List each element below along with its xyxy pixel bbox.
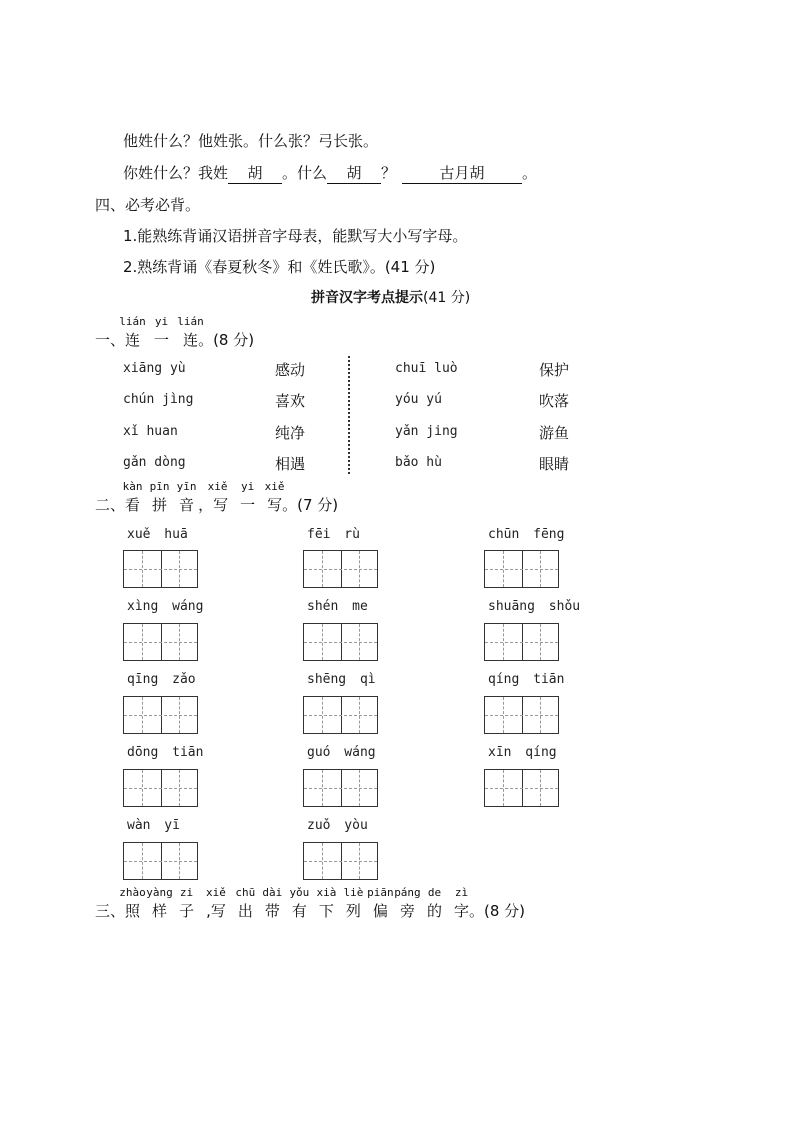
part2-char (149, 480, 170, 515)
right-word: 游鱼 (539, 424, 570, 442)
part3-char-text: ,写 (206, 902, 226, 920)
intro-line-2-e: ？ (381, 164, 397, 182)
writing-grid[interactable] (484, 696, 559, 734)
answer-blank-1: 胡 (228, 162, 282, 184)
part3-char-text: 有 (291, 902, 307, 920)
page-title (311, 287, 470, 307)
part1-char-text: 连 (125, 331, 141, 349)
part2-char-text: 看 (125, 496, 141, 514)
part2-heading (95, 480, 339, 515)
part3-char (146, 886, 173, 921)
part1-pinyin: lián (119, 315, 146, 328)
left-word: 纯净 (275, 424, 306, 442)
part3-char-text: 字 (453, 902, 469, 920)
grid-pinyin-label: shēng qì (307, 672, 376, 687)
grid-pinyin-label: guó wáng (307, 745, 376, 760)
writing-grid[interactable] (123, 769, 198, 807)
part1-char (119, 315, 146, 350)
part3-char (453, 886, 469, 921)
grid-guide (124, 569, 197, 570)
part3-char-text: 样 (152, 902, 168, 920)
grid-guide (304, 788, 377, 789)
part3-pinyin: liè (343, 886, 364, 899)
part1-char (177, 315, 204, 350)
part3-end: 。(8 分) (468, 902, 526, 920)
part2-pinyin: pīn (149, 480, 170, 493)
section4-heading: 四、必考必背。 (95, 196, 201, 214)
part3-char-text: 出 (237, 902, 253, 920)
left-word: 相遇 (275, 455, 306, 473)
writing-grid[interactable] (484, 550, 559, 588)
part1-heading (95, 315, 255, 350)
part2-char-text: 一 (240, 496, 256, 514)
writing-grid[interactable] (123, 550, 198, 588)
writing-grid[interactable] (303, 842, 378, 880)
part2-pinyin: yi (240, 480, 255, 493)
grid-guide (304, 569, 377, 570)
intro-line-1: 他姓什么？他姓张。什么张？弓长张。 (123, 132, 379, 150)
grid-guide (124, 861, 197, 862)
part3-pinyin: zi (179, 886, 194, 899)
grid-guide (485, 788, 558, 789)
part2-char-text: 拼 (152, 496, 168, 514)
part3-char-text: 旁 (399, 902, 415, 920)
part3-pinyin: piān (367, 886, 394, 899)
part1-pinyin: lián (177, 315, 204, 328)
grid-pinyin-label: xīn qíng (488, 745, 557, 760)
part3-pinyin: páng (394, 886, 421, 899)
grid-pinyin-label: shuāng shǒu (488, 599, 581, 614)
part3-pinyin: xiě (206, 886, 226, 899)
writing-grid[interactable] (303, 769, 378, 807)
part3-char-text: 下 (318, 902, 334, 920)
intro-line-2-a: 你姓什么？我姓 (123, 164, 229, 182)
left-word: 感动 (275, 361, 306, 379)
part2-char (198, 480, 229, 515)
part1-num: 一、 (95, 331, 126, 349)
part2-pinyin: xiě (264, 480, 285, 493)
right-pinyin: bǎo hù (395, 455, 442, 470)
part2-char (240, 480, 256, 515)
part3-pinyin: yàng (146, 886, 173, 899)
part3-chars (119, 886, 469, 920)
part2-pinyin: xiě (207, 480, 228, 493)
grid-pinyin-label: shén me (307, 599, 368, 614)
part3-pinyin: xià (316, 886, 337, 899)
right-pinyin: yóu yú (395, 392, 442, 407)
part1-char-text: 一 (154, 331, 170, 349)
part3-pinyin: de (427, 886, 442, 899)
part3-pinyin: zhào (119, 886, 146, 899)
part2-end: 。(7 分) (282, 496, 339, 514)
grid-guide (485, 642, 558, 643)
title-score: (41 分) (423, 290, 471, 306)
intro-line-2-g: 。 (522, 164, 538, 182)
title-main: 拼音汉字考点提示 (311, 290, 423, 306)
part3-char-text: 子 (179, 902, 195, 920)
part2-char (122, 480, 143, 515)
right-pinyin: chuī luò (395, 361, 458, 376)
part3-char-text: 照 (125, 902, 141, 920)
writing-grid[interactable] (484, 769, 559, 807)
intro-line-2-c: 。什么 (282, 164, 328, 182)
part2-char-text: 写 (267, 496, 283, 514)
grid-pinyin-label: xuě huā (127, 527, 188, 542)
part1-pinyin: yi (154, 315, 169, 328)
grid-guide (124, 642, 197, 643)
part2-char (176, 480, 197, 515)
part3-char (262, 886, 283, 921)
grid-pinyin-label: fēi rù (307, 527, 360, 542)
right-pinyin: yǎn jing (395, 424, 458, 439)
part1-char (154, 315, 170, 350)
part3-char (426, 886, 442, 921)
grid-pinyin-label: zuǒ yòu (307, 818, 368, 833)
part2-num: 二、 (95, 496, 126, 514)
part3-heading (95, 886, 526, 921)
left-pinyin: chún jìng (123, 392, 194, 407)
part3-num: 三、 (95, 902, 126, 920)
part3-char (343, 886, 364, 921)
right-word: 保护 (539, 361, 570, 379)
part2-char-text: 音 (179, 496, 195, 514)
part3-char (179, 886, 195, 921)
right-word: 眼睛 (539, 455, 570, 473)
writing-grid[interactable] (303, 623, 378, 661)
grid-pinyin-label: qíng tiān (488, 672, 565, 687)
intro-line-2 (123, 162, 537, 184)
writing-grid[interactable] (303, 696, 378, 734)
part3-char (394, 886, 421, 921)
answer-blank-3: 古月胡 (402, 162, 522, 184)
grid-pinyin-label: xìng wáng (127, 599, 204, 614)
writing-grid[interactable] (123, 842, 198, 880)
grid-guide (304, 715, 377, 716)
writing-grid[interactable] (123, 696, 198, 734)
part1-end: 。(8 分) (198, 331, 255, 349)
grid-pinyin-label: chūn fēng (488, 527, 565, 542)
part3-char (235, 886, 256, 921)
part3-char-text: 的 (426, 902, 442, 920)
part3-pinyin: chū (235, 886, 256, 899)
part3-pinyin: yǒu (289, 886, 310, 899)
part3-pinyin: zì (454, 886, 469, 899)
part3-char-text: 偏 (372, 902, 388, 920)
right-word: 吹落 (539, 392, 570, 410)
part2-char (264, 480, 285, 515)
section4-item-2: 2.熟练背诵《春夏秋冬》和《姓氏歌》。(41 分) (123, 258, 436, 276)
grid-pinyin-label: qīng zǎo (127, 672, 196, 687)
writing-grid[interactable] (484, 623, 559, 661)
part2-pinyin: yīn (176, 480, 197, 493)
part1-char-text: 连 (183, 331, 199, 349)
writing-grid[interactable] (123, 623, 198, 661)
grid-guide (304, 642, 377, 643)
part3-char (289, 886, 310, 921)
part3-char (316, 886, 337, 921)
part3-char-text: 列 (345, 902, 361, 920)
left-pinyin: xiāng yù (123, 361, 186, 376)
left-pinyin: gǎn dòng (123, 455, 186, 470)
grid-guide (304, 861, 377, 862)
left-word: 喜欢 (275, 392, 306, 410)
part3-char-text: 带 (264, 902, 280, 920)
part2-pinyin: kàn (122, 480, 143, 493)
dotted-divider (348, 356, 350, 474)
grid-guide (485, 569, 558, 570)
answer-blank-2: 胡 (327, 162, 381, 184)
grid-guide (124, 715, 197, 716)
left-pinyin: xǐ huan (123, 424, 178, 439)
part3-pinyin: dài (262, 886, 283, 899)
grid-guide (124, 788, 197, 789)
part3-char (206, 886, 226, 921)
part3-char (119, 886, 146, 921)
writing-grid[interactable] (303, 550, 378, 588)
grid-pinyin-label: dōng tiān (127, 745, 204, 760)
part2-char-text: ，写 (198, 496, 229, 514)
section4-item-1: 1.能熟练背诵汉语拼音字母表，能默写大小写字母。 (123, 227, 468, 245)
part3-char (367, 886, 394, 921)
grid-guide (485, 715, 558, 716)
grid-pinyin-label: wàn yī (127, 818, 180, 833)
